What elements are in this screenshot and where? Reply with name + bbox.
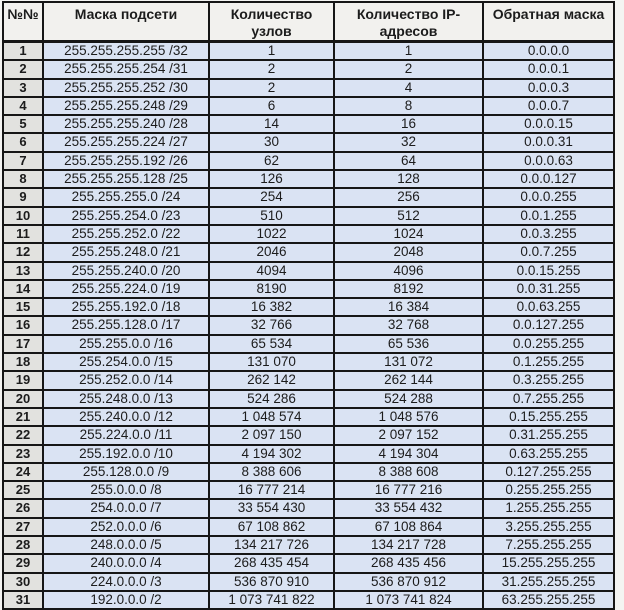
row-number-cell: 6	[3, 133, 43, 151]
host-count-cell: 2046	[209, 243, 334, 261]
row-number-cell: 31	[3, 591, 43, 609]
ip-count-cell: 16 384	[334, 298, 483, 316]
table-row	[3, 445, 614, 463]
wildcard-mask-cell: 0.0.7.255	[483, 243, 614, 261]
document-page	[0, 1, 624, 607]
row-number-cell: 8	[3, 170, 43, 188]
row-number-cell: 13	[3, 262, 43, 280]
subnet-mask-cell: 255.240.0.0 /12	[43, 408, 209, 426]
row-number-cell: 16	[3, 316, 43, 334]
host-count-cell: 16 777 214	[209, 481, 334, 499]
table-row	[3, 133, 614, 151]
subnet-mask-cell: 255.255.240.0 /20	[43, 262, 209, 280]
wildcard-mask-cell: 0.0.0.7	[483, 97, 614, 115]
subnet-mask-table	[2, 1, 615, 610]
table-row	[3, 371, 614, 389]
host-count-cell: 30	[209, 133, 334, 151]
subnet-mask-cell: 255.255.254.0 /23	[43, 207, 209, 225]
row-number-cell: 23	[3, 445, 43, 463]
ip-count-cell: 1	[334, 42, 483, 61]
ip-count-cell: 16	[334, 115, 483, 133]
wildcard-mask-cell: 0.1.255.255	[483, 353, 614, 371]
host-count-cell: 67 108 862	[209, 518, 334, 536]
ip-count-cell: 33 554 432	[334, 499, 483, 517]
ip-count-cell: 256	[334, 188, 483, 206]
table-row	[3, 188, 614, 206]
subnet-mask-cell: 255.255.255.192 /26	[43, 152, 209, 170]
row-number-cell: 20	[3, 390, 43, 408]
host-count-cell: 268 435 454	[209, 554, 334, 572]
header-subnet-mask: Маска подсети	[43, 2, 209, 42]
subnet-mask-cell: 255.248.0.0 /13	[43, 390, 209, 408]
table-row	[3, 573, 614, 591]
wildcard-mask-cell: 0.31.255.255	[483, 426, 614, 444]
subnet-mask-cell: 255.255.255.128 /25	[43, 170, 209, 188]
subnet-mask-cell: 254.0.0.0 /7	[43, 499, 209, 517]
host-count-cell: 254	[209, 188, 334, 206]
row-number-cell: 19	[3, 371, 43, 389]
wildcard-mask-cell: 0.0.3.255	[483, 225, 614, 243]
table-row	[3, 481, 614, 499]
host-count-cell: 1 073 741 822	[209, 591, 334, 609]
subnet-mask-cell: 252.0.0.0 /6	[43, 518, 209, 536]
ip-count-cell: 2	[334, 60, 483, 78]
wildcard-mask-cell: 0.0.31.255	[483, 280, 614, 298]
row-number-cell: 3	[3, 79, 43, 97]
wildcard-mask-cell: 0.0.0.15	[483, 115, 614, 133]
host-count-cell: 126	[209, 170, 334, 188]
row-number-cell: 21	[3, 408, 43, 426]
host-count-cell: 32 766	[209, 316, 334, 334]
wildcard-mask-cell: 0.127.255.255	[483, 463, 614, 481]
subnet-mask-cell: 255.252.0.0 /14	[43, 371, 209, 389]
host-count-cell: 1022	[209, 225, 334, 243]
ip-count-cell: 65 536	[334, 335, 483, 353]
subnet-mask-cell: 255.192.0.0 /10	[43, 445, 209, 463]
ip-count-cell: 16 777 216	[334, 481, 483, 499]
subnet-mask-cell: 255.255.255.224 /27	[43, 133, 209, 151]
wildcard-mask-cell: 63.255.255.255	[483, 591, 614, 609]
table-row	[3, 225, 614, 243]
host-count-cell: 536 870 910	[209, 573, 334, 591]
subnet-mask-cell: 255.255.255.0 /24	[43, 188, 209, 206]
subnet-mask-cell: 255.0.0.0 /8	[43, 481, 209, 499]
wildcard-mask-cell: 15.255.255.255	[483, 554, 614, 572]
ip-count-cell: 2048	[334, 243, 483, 261]
row-number-cell: 28	[3, 536, 43, 554]
table-row	[3, 207, 614, 225]
ip-count-cell: 128	[334, 170, 483, 188]
row-number-cell: 12	[3, 243, 43, 261]
table-row	[3, 262, 614, 280]
subnet-mask-cell: 192.0.0.0 /2	[43, 591, 209, 609]
host-count-cell: 262 142	[209, 371, 334, 389]
ip-count-cell: 2 097 152	[334, 426, 483, 444]
row-number-cell: 15	[3, 298, 43, 316]
header-ip-count: Количество IP-адресов	[334, 2, 483, 42]
table-row	[3, 463, 614, 481]
table-row	[3, 536, 614, 554]
ip-count-cell: 8 388 608	[334, 463, 483, 481]
ip-count-cell: 134 217 728	[334, 536, 483, 554]
wildcard-mask-cell: 0.0.1.255	[483, 207, 614, 225]
header-row-number: №№	[3, 2, 43, 42]
wildcard-mask-cell: 1.255.255.255	[483, 499, 614, 517]
header-host-count: Количество узлов	[209, 2, 334, 42]
host-count-cell: 8 388 606	[209, 463, 334, 481]
host-count-cell: 2	[209, 60, 334, 78]
host-count-cell: 4094	[209, 262, 334, 280]
table-row	[3, 79, 614, 97]
wildcard-mask-cell: 0.0.15.255	[483, 262, 614, 280]
table-row	[3, 408, 614, 426]
row-number-cell: 11	[3, 225, 43, 243]
table-row	[3, 554, 614, 572]
ip-count-cell: 4	[334, 79, 483, 97]
header-row	[3, 2, 614, 42]
row-number-cell: 7	[3, 152, 43, 170]
wildcard-mask-cell: 0.0.0.3	[483, 79, 614, 97]
row-number-cell: 14	[3, 280, 43, 298]
subnet-mask-cell: 255.255.224.0 /19	[43, 280, 209, 298]
host-count-cell: 131 070	[209, 353, 334, 371]
ip-count-cell: 524 288	[334, 390, 483, 408]
subnet-mask-cell: 255.255.255.255 /32	[43, 42, 209, 61]
ip-count-cell: 1 073 741 824	[334, 591, 483, 609]
host-count-cell: 8190	[209, 280, 334, 298]
host-count-cell: 2 097 150	[209, 426, 334, 444]
ip-count-cell: 4 194 304	[334, 445, 483, 463]
subnet-mask-cell: 255.255.192.0 /18	[43, 298, 209, 316]
subnet-mask-cell: 255.255.128.0 /17	[43, 316, 209, 334]
row-number-cell: 25	[3, 481, 43, 499]
subnet-mask-cell: 255.254.0.0 /15	[43, 353, 209, 371]
ip-count-cell: 268 435 456	[334, 554, 483, 572]
table-row	[3, 591, 614, 609]
wildcard-mask-cell: 0.3.255.255	[483, 371, 614, 389]
ip-count-cell: 32 768	[334, 316, 483, 334]
row-number-cell: 2	[3, 60, 43, 78]
table-row	[3, 97, 614, 115]
host-count-cell: 1	[209, 42, 334, 61]
row-number-cell: 29	[3, 554, 43, 572]
table-row	[3, 280, 614, 298]
row-number-cell: 9	[3, 188, 43, 206]
wildcard-mask-cell: 0.0.0.0	[483, 42, 614, 61]
table-row	[3, 243, 614, 261]
ip-count-cell: 64	[334, 152, 483, 170]
subnet-mask-cell: 255.255.255.252 /30	[43, 79, 209, 97]
host-count-cell: 62	[209, 152, 334, 170]
host-count-cell: 65 534	[209, 335, 334, 353]
row-number-cell: 27	[3, 518, 43, 536]
table-row	[3, 170, 614, 188]
wildcard-mask-cell: 0.0.0.31	[483, 133, 614, 151]
table-row	[3, 518, 614, 536]
host-count-cell: 1 048 574	[209, 408, 334, 426]
ip-count-cell: 262 144	[334, 371, 483, 389]
host-count-cell: 2	[209, 79, 334, 97]
wildcard-mask-cell: 0.0.0.63	[483, 152, 614, 170]
ip-count-cell: 131 072	[334, 353, 483, 371]
host-count-cell: 510	[209, 207, 334, 225]
table-row	[3, 298, 614, 316]
subnet-mask-cell: 255.224.0.0 /11	[43, 426, 209, 444]
subnet-mask-cell: 255.255.255.248 /29	[43, 97, 209, 115]
subnet-mask-cell: 255.255.255.240 /28	[43, 115, 209, 133]
host-count-cell: 4 194 302	[209, 445, 334, 463]
ip-count-cell: 1024	[334, 225, 483, 243]
row-number-cell: 26	[3, 499, 43, 517]
table-row	[3, 316, 614, 334]
subnet-mask-cell: 224.0.0.0 /3	[43, 573, 209, 591]
ip-count-cell: 1 048 576	[334, 408, 483, 426]
host-count-cell: 134 217 726	[209, 536, 334, 554]
wildcard-mask-cell: 0.0.63.255	[483, 298, 614, 316]
wildcard-mask-cell: 0.15.255.255	[483, 408, 614, 426]
host-count-cell: 14	[209, 115, 334, 133]
wildcard-mask-cell: 0.255.255.255	[483, 481, 614, 499]
table-row	[3, 60, 614, 78]
host-count-cell: 16 382	[209, 298, 334, 316]
row-number-cell: 4	[3, 97, 43, 115]
subnet-mask-cell: 248.0.0.0 /5	[43, 536, 209, 554]
table-row	[3, 426, 614, 444]
wildcard-mask-cell: 0.63.255.255	[483, 445, 614, 463]
table-body	[3, 42, 614, 610]
ip-count-cell: 67 108 864	[334, 518, 483, 536]
wildcard-mask-cell: 0.0.0.1	[483, 60, 614, 78]
row-number-cell: 10	[3, 207, 43, 225]
ip-count-cell: 32	[334, 133, 483, 151]
subnet-mask-cell: 240.0.0.0 /4	[43, 554, 209, 572]
table-row	[3, 390, 614, 408]
row-number-cell: 1	[3, 42, 43, 61]
ip-count-cell: 4096	[334, 262, 483, 280]
subnet-mask-cell: 255.128.0.0 /9	[43, 463, 209, 481]
ip-count-cell: 512	[334, 207, 483, 225]
wildcard-mask-cell: 0.0.0.255	[483, 188, 614, 206]
wildcard-mask-cell: 0.7.255.255	[483, 390, 614, 408]
row-number-cell: 22	[3, 426, 43, 444]
row-number-cell: 18	[3, 353, 43, 371]
row-number-cell: 30	[3, 573, 43, 591]
subnet-mask-cell: 255.255.252.0 /22	[43, 225, 209, 243]
row-number-cell: 17	[3, 335, 43, 353]
subnet-mask-cell: 255.255.248.0 /21	[43, 243, 209, 261]
row-number-cell: 24	[3, 463, 43, 481]
header-wildcard-mask: Обратная маска	[483, 2, 614, 42]
table-row	[3, 499, 614, 517]
wildcard-mask-cell: 31.255.255.255	[483, 573, 614, 591]
wildcard-mask-cell: 0.0.127.255	[483, 316, 614, 334]
ip-count-cell: 8192	[334, 280, 483, 298]
wildcard-mask-cell: 7.255.255.255	[483, 536, 614, 554]
host-count-cell: 524 286	[209, 390, 334, 408]
host-count-cell: 6	[209, 97, 334, 115]
table-row	[3, 335, 614, 353]
wildcard-mask-cell: 0.0.255.255	[483, 335, 614, 353]
subnet-mask-cell: 255.255.0.0 /16	[43, 335, 209, 353]
table-row	[3, 115, 614, 133]
table-row	[3, 152, 614, 170]
table-row	[3, 353, 614, 371]
host-count-cell: 33 554 430	[209, 499, 334, 517]
table-header	[3, 2, 614, 42]
ip-count-cell: 8	[334, 97, 483, 115]
subnet-mask-cell: 255.255.255.254 /31	[43, 60, 209, 78]
row-number-cell: 5	[3, 115, 43, 133]
wildcard-mask-cell: 0.0.0.127	[483, 170, 614, 188]
wildcard-mask-cell: 3.255.255.255	[483, 518, 614, 536]
table-row	[3, 42, 614, 61]
ip-count-cell: 536 870 912	[334, 573, 483, 591]
